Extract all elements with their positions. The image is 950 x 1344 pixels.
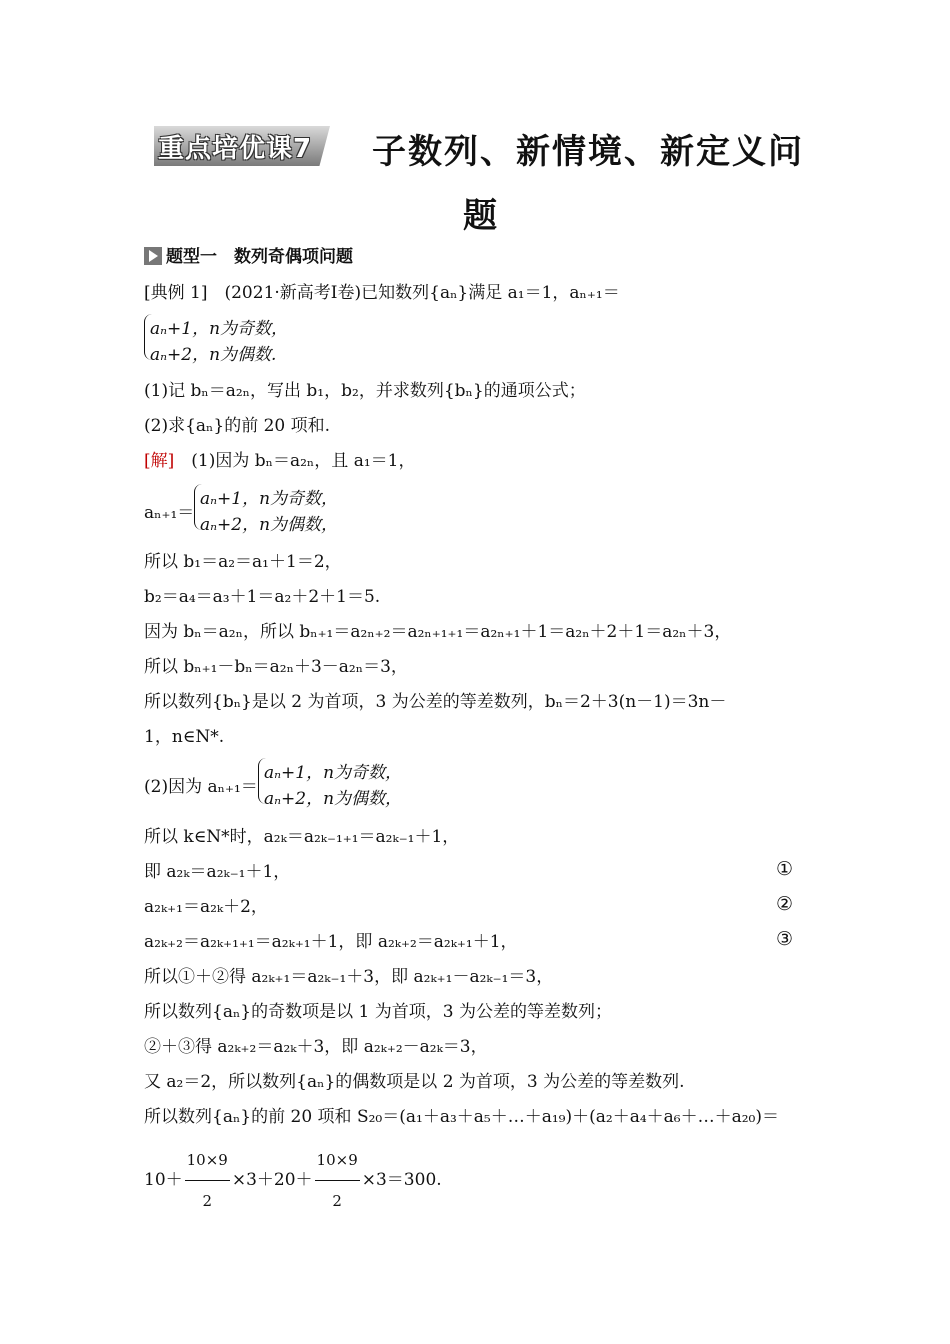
recurrence-piecewise [194, 484, 394, 534]
lesson-badge-label: 重点培优课7 [158, 134, 313, 164]
solution-line-3: b₂＝a₄＝a₃＋1＝a₂＋2＋1＝5. [144, 587, 381, 607]
solution-line-2: 所以 b₁＝a₂＝a₁＋1＝2， [144, 552, 342, 572]
equation-marker-3: ③ [776, 928, 794, 950]
case-odd: aₙ+1，n为奇数， [264, 763, 403, 783]
recurrence-lhs: aₙ₊₁＝ [144, 503, 195, 523]
section-heading [144, 246, 353, 268]
page-title-continued: 题 [463, 196, 497, 236]
fraction-numerator: 10×9 [315, 1140, 360, 1181]
solution-line-13: 所以数列{aₙ}的奇数项是以 1 为首项，3 为公差的等差数列； [144, 1002, 612, 1022]
case-even: aₙ+2，n为偶数， [264, 789, 403, 809]
solution-line-1: (1)因为 bₙ＝a₂ₙ，且 a₁＝1， [174, 451, 416, 471]
fraction-1 [185, 1140, 230, 1221]
part2-lhs: (2)因为 aₙ₊₁＝ [144, 777, 258, 797]
solution-line-11: a₂ₖ₊₂＝a₂ₖ₊₁₊₁＝a₂ₖ₊₁＋1，即 a₂ₖ₊₂＝a₂ₖ₊₁＋1， [144, 932, 518, 952]
question-1: (1)记 bₙ＝a₂ₙ，写出 b₁，b₂，并求数列{bₙ}的通项公式； [144, 381, 586, 401]
solution-line-9: 即 a₂ₖ＝a₂ₖ₋₁＋1， [144, 862, 291, 882]
part2-piecewise [258, 758, 458, 808]
section-label: 题型一 数列奇偶项问题 [166, 247, 353, 267]
case-even: aₙ+2，n为偶数， [200, 515, 339, 535]
question-2: (2)求{aₙ}的前 20 项和. [144, 416, 331, 436]
case-odd: aₙ+1，n为奇数， [200, 489, 339, 509]
solution-line-10: a₂ₖ₊₁＝a₂ₖ＋2， [144, 897, 268, 917]
solution-line-12: 所以①＋②得 a₂ₖ₊₁＝a₂ₖ₋₁＋3，即 a₂ₖ₊₁－a₂ₖ₋₁＝3， [144, 967, 554, 987]
solution-line-15: 又 a₂＝2，所以数列{aₙ}的偶数项是以 2 为首项，3 为公差的等差数列. [144, 1072, 685, 1092]
solution-line-6: 所以数列{bₙ}是以 2 为首项，3 为公差的等差数列，bₙ＝2＋3(n－1)＝3n－ [144, 692, 727, 712]
solution-line-14: ②＋③得 a₂ₖ₊₂＝a₂ₖ＋3，即 a₂ₖ₊₂－a₂ₖ＝3， [144, 1037, 488, 1057]
example-intro: [典例 1] (2021·新高考Ⅰ卷)已知数列{aₙ}满足 a₁＝1，aₙ₊₁＝ [144, 283, 620, 303]
sum-result-line [144, 1140, 442, 1221]
solution-line-5: 所以 bₙ₊₁－bₙ＝a₂ₙ＋3－a₂ₙ＝3， [144, 657, 408, 677]
sum-part-a: 10＋ [144, 1170, 183, 1190]
fraction-denominator: 2 [332, 1192, 342, 1210]
sum-part-b: ×3＋20＋ [231, 1170, 313, 1190]
case-odd: aₙ+1，n为奇数， [150, 319, 289, 339]
fraction-numerator: 10×9 [185, 1140, 230, 1181]
solution-line-16: 所以数列{aₙ}的前 20 项和 S₂₀＝(a₁＋a₃＋a₅＋…＋a₁₉)＋(a₂＋a₄＋a₆＋…＋a₂₀)＝ [144, 1107, 780, 1127]
fraction-denominator: 2 [202, 1192, 213, 1210]
equation-marker-1: ① [776, 858, 794, 880]
solution-line-4: 因为 bₙ＝a₂ₙ，所以 bₙ₊₁＝a₂ₙ₊₂＝a₂ₙ₊₁₊₁＝a₂ₙ₊₁＋1＝a₂ₙ＋2＋1＝a₂ₙ＋3， [144, 622, 732, 642]
solution-line-7: 1，n∈N*. [144, 727, 225, 747]
example-piecewise [144, 314, 344, 364]
case-even: aₙ+2，n为偶数. [150, 345, 277, 365]
solution-line-8: 所以 k∈N*时，a₂ₖ＝a₂ₖ₋₁₊₁＝a₂ₖ₋₁＋1， [144, 827, 460, 847]
equation-marker-2: ② [776, 893, 794, 915]
solution-tag: [解] [144, 451, 175, 471]
sum-part-c: ×3＝300. [361, 1170, 442, 1190]
page-title: 子数列、新情境、新定义问 [372, 132, 804, 172]
solution-start [144, 450, 415, 472]
fraction-2 [315, 1140, 360, 1221]
play-triangle-icon [144, 247, 162, 265]
